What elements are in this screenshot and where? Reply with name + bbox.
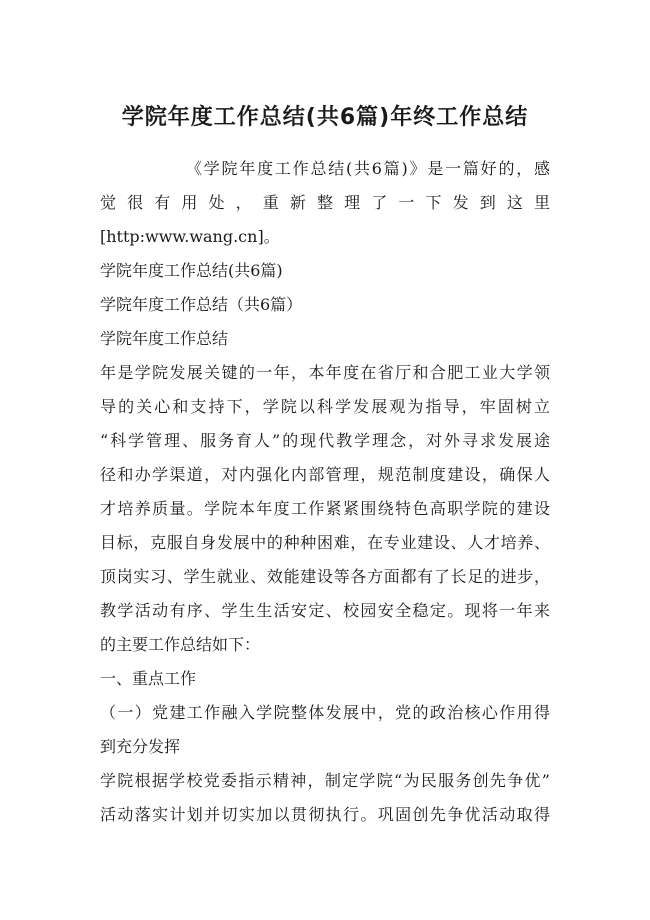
paragraph-line: 学院根据学校党委指示精神，制定学院“为民服务创先争优” <box>100 771 550 790</box>
paragraph-line: 活动落实计划并切实加以贯彻执行。巩固创先争优活动取得 <box>100 805 550 824</box>
paragraph-line: 的主要工作总结如下： <box>100 635 261 654</box>
document-body <box>100 152 550 832</box>
paragraph-line: 顶岗实习、学生就业、效能建设等各方面都有了长足的进步， <box>100 567 550 586</box>
paragraph-line: 才培养质量。学院本年度工作紧紧围绕特色高职学院的建设 <box>100 499 550 518</box>
document-title: 学院年度工作总结(共6篇)年终工作总结 <box>121 105 529 130</box>
heading-line: 学院年度工作总结（共6篇） <box>100 295 303 314</box>
paragraph-line: 觉很有用处，重新整理了一下发到这里 <box>100 193 550 212</box>
subsection-heading: （一）党建工作融入学院整体发展中，党的政治核心作用得 <box>100 703 550 722</box>
paragraph-line: 《学院年度工作总结(共6篇)》是一篇好的，感 <box>186 159 550 178</box>
paragraph-line: 径和办学渠道，对内强化内部管理，规范制度建设，确保人 <box>100 465 550 484</box>
paragraph-line: 目标，克服自身发展中的种种困难，在专业建设、人才培养、 <box>100 533 550 552</box>
paragraph-line: 导的关心和支持下，学院以科学发展观为指导，牢固树立 <box>100 397 550 416</box>
heading-line: 学院年度工作总结 <box>100 329 229 348</box>
subsection-heading: 到充分发挥 <box>100 737 181 756</box>
paragraph-line: 教学活动有序、学生生活安定、校园安全稳定。现将一年来 <box>100 601 550 620</box>
heading-line: 学院年度工作总结(共6篇) <box>100 261 283 280</box>
section-heading: 一、重点工作 <box>100 669 197 688</box>
paragraph-line: [http:www.wang.cn]。 <box>100 227 280 246</box>
paragraph-line: 年是学院发展关键的一年，本年度在省厅和合肥工业大学领 <box>100 363 550 382</box>
paragraph-line: “科学管理、服务育人”的现代教学理念，对外寻求发展途 <box>100 431 550 450</box>
